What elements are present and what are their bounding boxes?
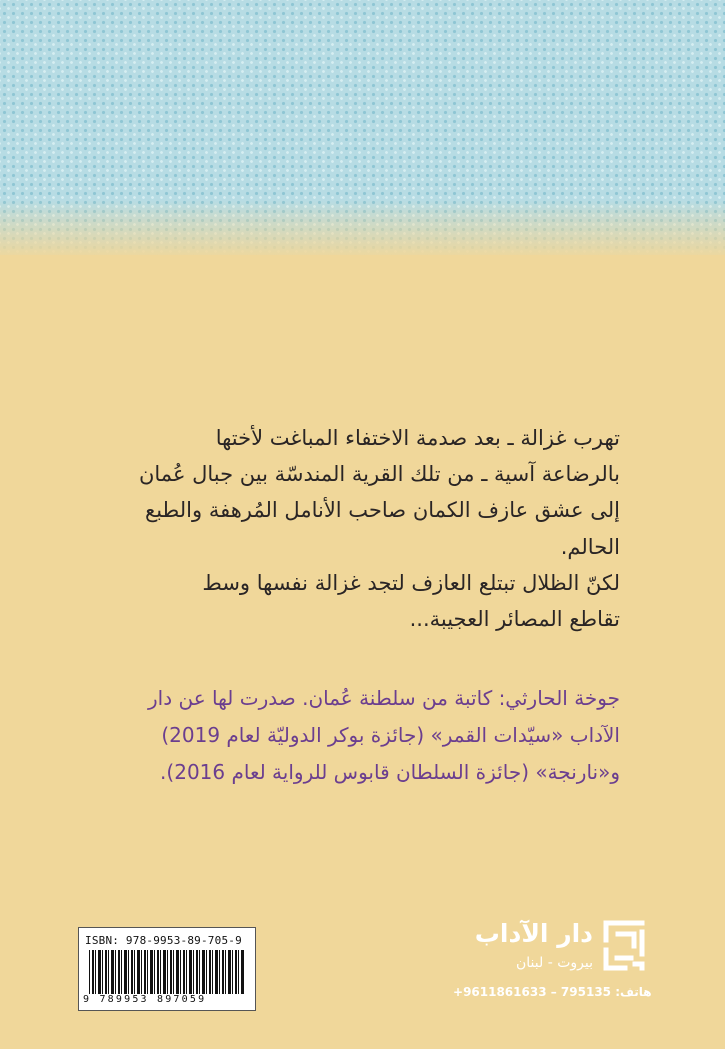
barcode-digits: 9 789953 897059 xyxy=(83,994,207,1005)
author-bio-line: الآداب «سيّدات القمر» (جائزة بوكر الدوليّة لعام 2019) xyxy=(161,723,620,747)
blurb-line: تقاطع المصائر العجيبة... xyxy=(409,607,620,632)
author-bio xyxy=(78,680,620,791)
blurb-line: إلى عشق عازف الكمان صاحب الأنامل المُرهفة والطبع xyxy=(145,498,620,523)
publisher-logo-icon xyxy=(601,918,647,974)
blurb-line: لكنّ الظلال تبتلع العازف لتجد غزالة نفسها وسط xyxy=(202,570,620,595)
isbn-number: ISBN: 978-9953-89-705-9 xyxy=(85,934,242,947)
isbn-barcode xyxy=(78,927,256,1011)
publisher-city: بيروت - لبنان xyxy=(516,955,593,971)
author-bio-line: و«نارنجة» (جائزة السلطان قابوس للرواية لعام 2016). xyxy=(160,760,620,784)
blurb-line: تهرب غزالة ـ بعد صدمة الاختفاء المباغت لأختها xyxy=(215,426,620,450)
band-fade xyxy=(0,200,725,260)
publisher-phone: هاتف: 795135 – 9611861633+ xyxy=(453,985,652,999)
barcode-bars xyxy=(89,950,245,994)
publisher-name: دار الآداب xyxy=(474,919,593,948)
author-bio-line: جوخة الحارثي: كاتبة من سلطنة عُمان. صدرت لها عن دار xyxy=(148,686,620,710)
blurb-line: الحالم. xyxy=(560,534,620,559)
blurb-line: بالرضاعة آسية ـ من تلك القرية المندسّة بين جبال عُمان xyxy=(138,462,620,487)
publisher-block xyxy=(448,915,652,1010)
book-blurb xyxy=(110,420,620,637)
